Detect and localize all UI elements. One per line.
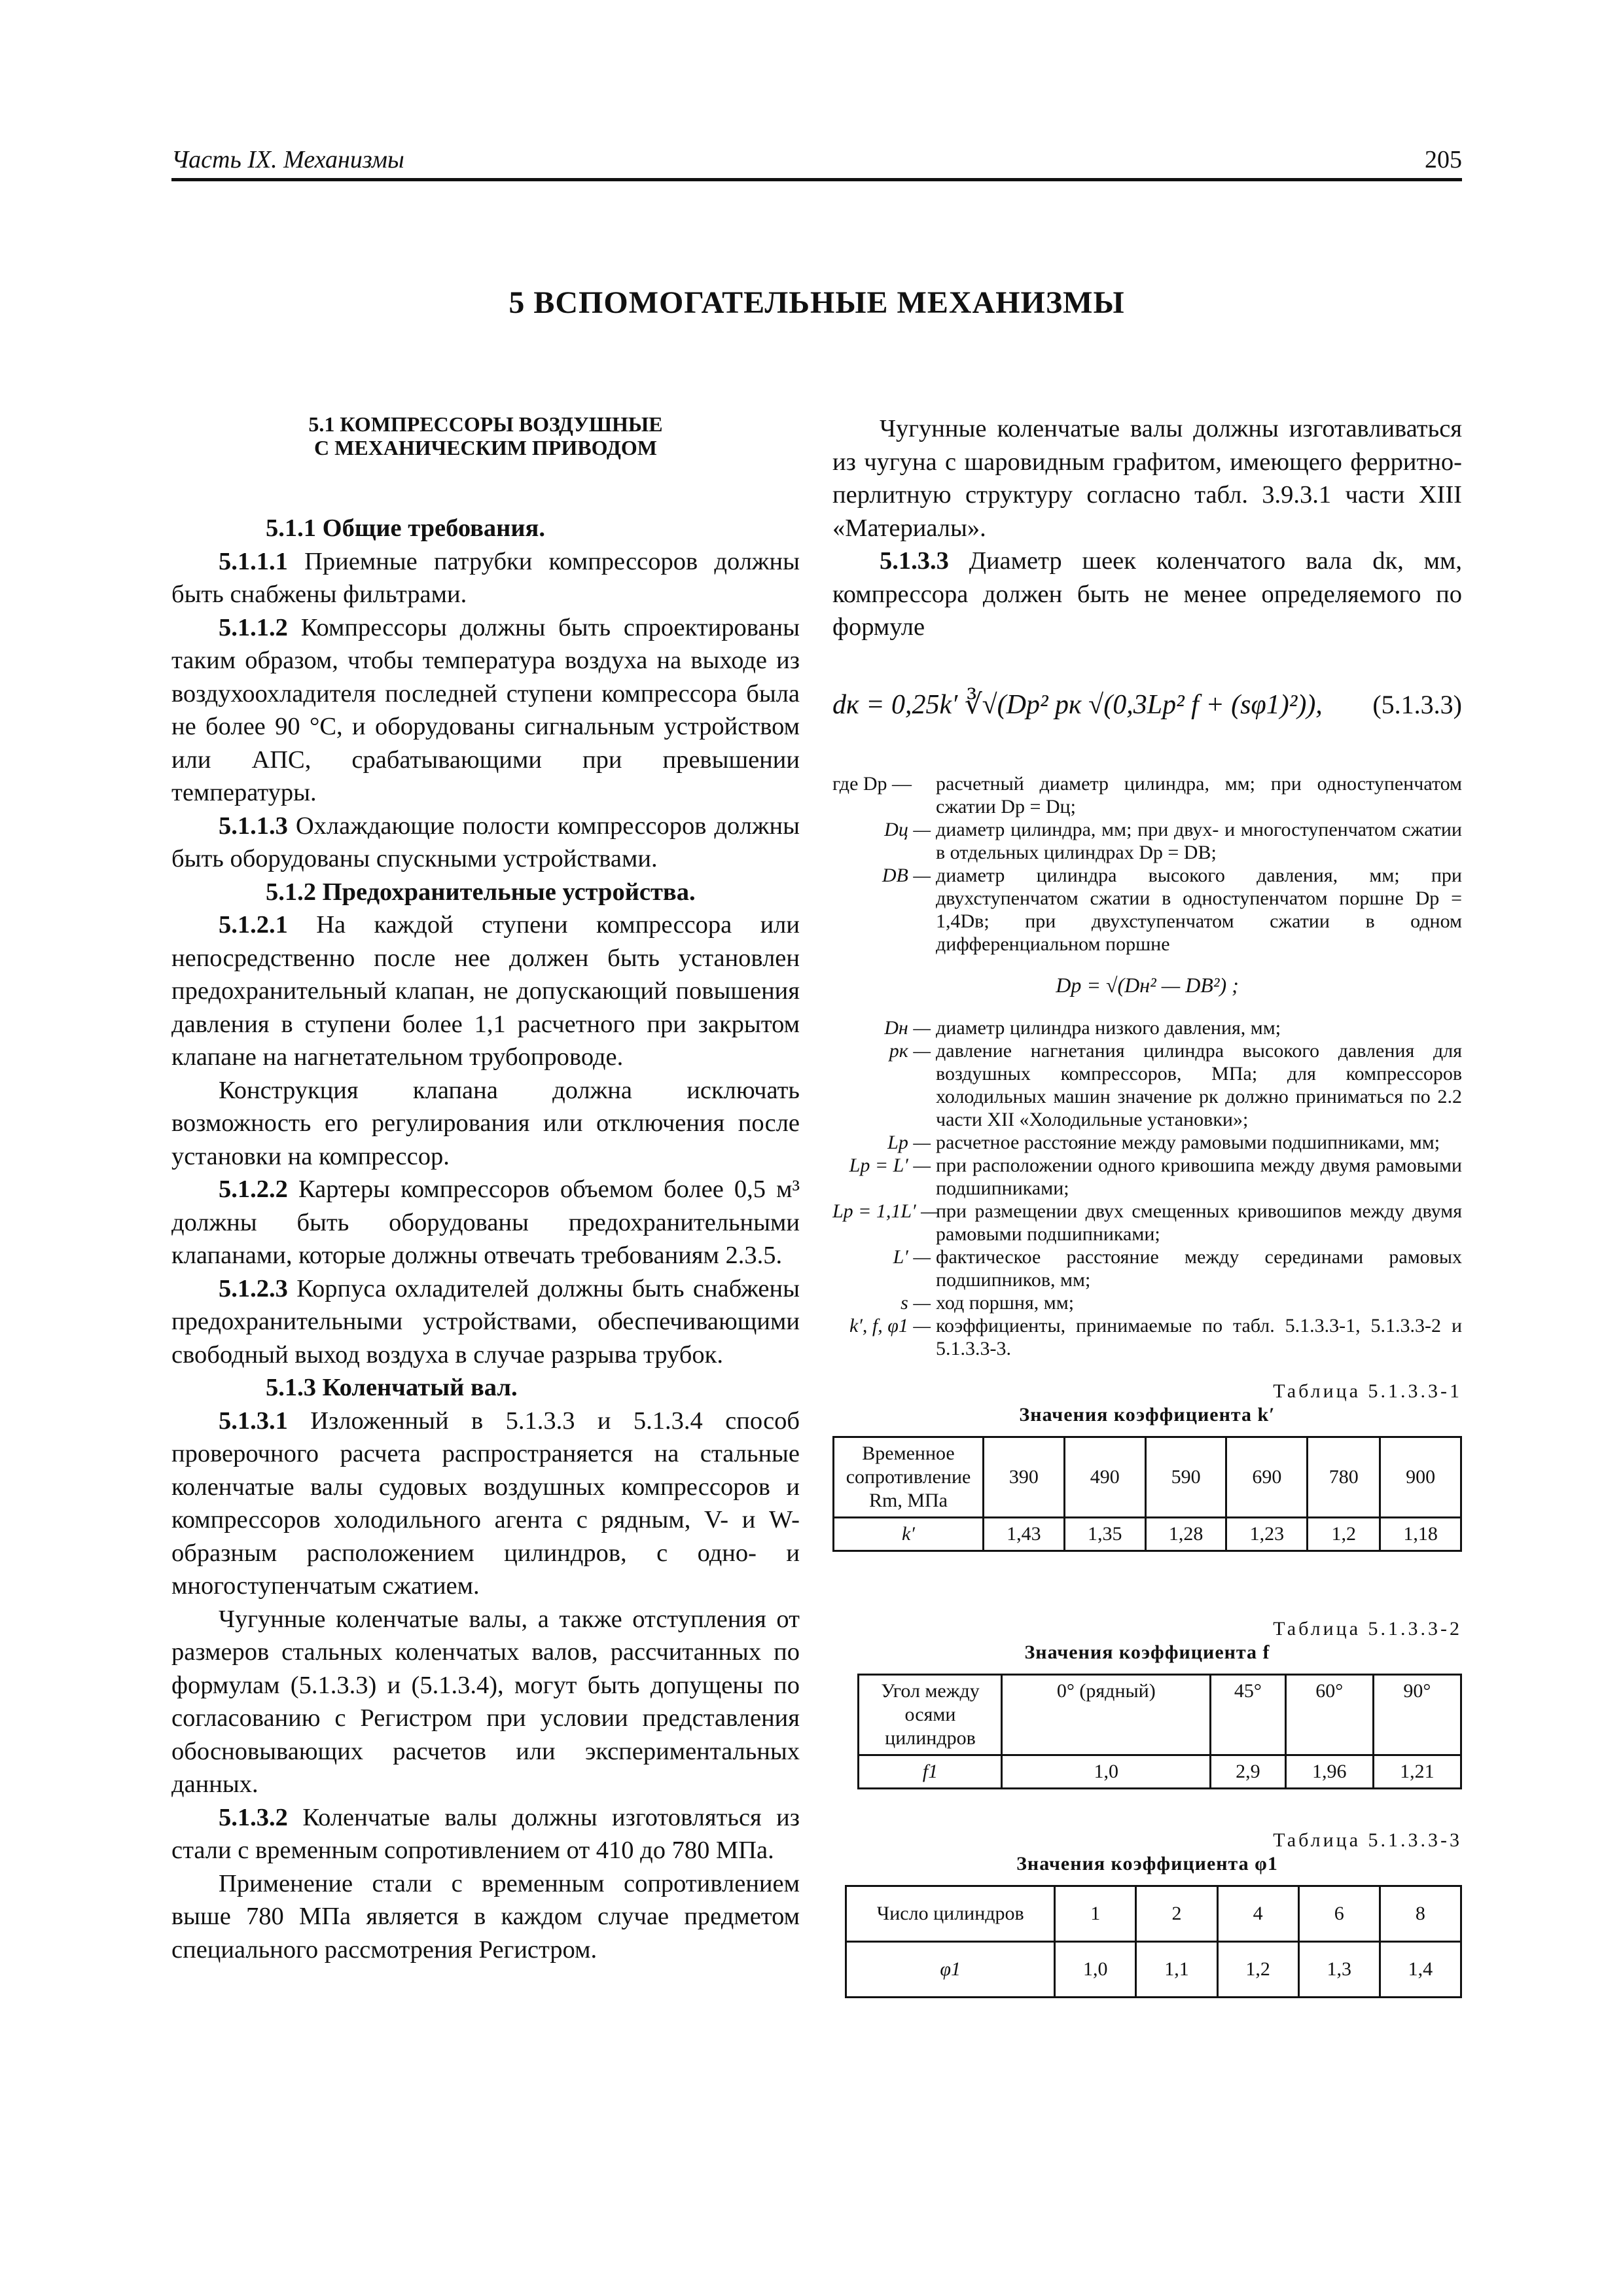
definition-row: [832, 864, 1462, 956]
paragraph: Конструкция клапана должна исключать возможность его регулирования или отключения после установки на компрессор.: [171, 1076, 800, 1170]
table-cell: 780: [1308, 1437, 1380, 1517]
table-cell: 45°: [1211, 1674, 1285, 1755]
definition-row: [832, 1291, 1462, 1314]
table-cell: 1,28: [1145, 1517, 1226, 1551]
paragraph: Чугунные коленчатые валы должны изготавливаться из чугуна с шаровидным графитом, имеющего ферритно-перлитную структуру согласно табл. 3.9.3.1 части XIII «Материалы».: [832, 415, 1462, 542]
table-row-header: Угол между осями цилиндров: [859, 1674, 1002, 1755]
clause-number: 5.1.3.3: [880, 547, 949, 575]
table-cell: 1,4: [1380, 1941, 1461, 1997]
table-cell: 6: [1298, 1886, 1380, 1941]
table-row-header: k′: [834, 1517, 984, 1551]
definition-text: расчетное расстояние между рамовыми подшипниками, мм;: [936, 1131, 1440, 1153]
table-row-header: f1: [859, 1755, 1002, 1788]
definition-symbol: pк —: [889, 1039, 931, 1062]
right-column: [832, 412, 1462, 1998]
table-cell: 4: [1217, 1886, 1298, 1941]
formula-expression: dк = 0,25k′ ∛√(Dр² pк √(0,3Lр² f + (sφ1)²)),: [832, 689, 1323, 720]
table-cell: 1,3: [1298, 1941, 1380, 1997]
definition-text: фактическое расстояние между серединами рамовых подшипников, мм;: [936, 1246, 1462, 1291]
definition-text: диаметр цилиндра высокого давления, мм; при двухступенчатом сжатии в одноступенчатом поршне Dр = 1,4Dв; при двухступенчатом сжатии в одном дифференциальном поршне: [936, 864, 1462, 955]
clause-number: 5.1.1.3: [219, 812, 288, 840]
definition-symbol: Lр = 1,1L′ —: [832, 1200, 938, 1222]
table-cell: 2: [1136, 1886, 1217, 1941]
paragraph-text: Охлаждающие полости компрессоров должны быть оборудованы спускными устройствами.: [171, 812, 800, 872]
section-title-line-2: С МЕХАНИЧЕСКИМ ПРИВОДОМ: [314, 436, 657, 459]
definition-text: диаметр цилиндра, мм; при двух- и многоступенчатом сжатии в отдельных цилиндрах Dр = DВ;: [936, 818, 1462, 863]
table-row-header: Число цилиндров: [846, 1886, 1055, 1941]
definition-symbol: L′ —: [893, 1246, 931, 1268]
table-title: Значения коэффициента f: [1024, 1641, 1270, 1663]
running-header-title: Часть IX. Механизмы: [171, 146, 404, 173]
table-cell: 8: [1380, 1886, 1461, 1941]
definition-row: [832, 1246, 1462, 1291]
definition-text: ход поршня, мм;: [936, 1291, 1075, 1314]
running-header: [171, 145, 1462, 178]
table-cell: 2,9: [1211, 1755, 1285, 1788]
paragraph: [171, 1405, 800, 1603]
clause-number: 5.1.3.2: [219, 1803, 288, 1831]
table-cell: 1,0: [1002, 1755, 1211, 1788]
chapter-title: 5 ВСПОМОГАТЕЛЬНЫЕ МЕХАНИЗМЫ: [508, 285, 1125, 320]
definition-symbol: Dц —: [884, 818, 931, 840]
paragraph-text: Коленчатые валы должны изготовляться из стали с временным сопротивлением от 410 до 780 МПа.: [171, 1803, 800, 1864]
clause-number: 5.1.1.1: [219, 547, 288, 575]
definition-symbol: k′, f, φ1 —: [849, 1314, 931, 1336]
definition-text: при размещении двух смещенных кривошипов между двумя рамовыми подшипниками;: [936, 1200, 1462, 1245]
table-caption: Таблица 5.1.3.3-3: [1273, 1829, 1462, 1851]
table-row: [846, 1941, 1461, 1997]
table-row: [834, 1437, 1461, 1517]
subsection-heading: 5.1.1 Общие требования.: [266, 514, 545, 542]
paragraph: [171, 908, 800, 1074]
table-row: [834, 1517, 1461, 1551]
table-cell: 590: [1145, 1437, 1226, 1517]
coefficient-f-table: [857, 1674, 1462, 1789]
table-cell: 900: [1380, 1437, 1461, 1517]
paragraph-text: Диаметр шеек коленчатого вала dк, мм, компрессора должен быть не менее определяемого по формуле: [832, 547, 1463, 641]
paragraph: [171, 810, 800, 876]
table-cell: 1,23: [1226, 1517, 1308, 1551]
definition-row: [832, 1154, 1462, 1200]
paragraph-text: На каждой ступени компрессора или непосредственно после нее должен быть установлен предохранительный клапан, не допускающий повышения давления в ступени более 1,1 расчетного при закрытом клапане на нагнетательном трубопроводе.: [171, 911, 800, 1071]
spacer: [832, 1789, 1462, 1829]
paragraph: [171, 1272, 800, 1372]
paragraph: Чугунные коленчатые валы, а также отступления от размеров стальных коленчатых валов, рассчитанных по формулам (5.1.3.3) и (5.1.3.4), могут быть допущены по согласованию с Регистром при условии представления обосновывающих расчетов или экспериментальных данных.: [171, 1605, 800, 1798]
table-cell: 1,96: [1285, 1755, 1373, 1788]
table-cell: 1,18: [1380, 1517, 1461, 1551]
table-cell: 1,2: [1217, 1941, 1298, 1997]
table-cell: 60°: [1285, 1674, 1373, 1755]
spacer: [832, 1552, 1462, 1617]
table-cell: 390: [984, 1437, 1065, 1517]
definition-row: [832, 772, 1462, 818]
definition-symbol: где Dр —: [832, 772, 912, 795]
table-title: Значения коэффициента k′: [1019, 1403, 1275, 1426]
clause-number: 5.1.3.1: [219, 1407, 288, 1435]
table-row: [859, 1755, 1461, 1788]
inline-formula: Dр = √(Dн² — DВ²) ;: [1056, 973, 1239, 997]
paragraph-text: Картеры компрессоров объемом более 0,5 м³ должны быть оборудованы предохранительными клапанами, которые должны отвечать требованиям 2.3.5.: [171, 1175, 800, 1269]
paragraph: [171, 545, 800, 611]
clause-number: 5.1.2.3: [219, 1274, 288, 1302]
paragraph-text: Приемные патрубки компрессоров должны быть снабжены фильтрами.: [171, 547, 800, 608]
definition-row: [832, 818, 1462, 864]
definition-row: [832, 1016, 1462, 1039]
table-cell: 0° (рядный): [1002, 1674, 1211, 1755]
header-rule: [171, 178, 1462, 181]
left-column: [171, 412, 800, 1966]
paragraph-text: Корпуса охладителей должны быть снабжены предохранительными устройствами, обеспечивающими свободный выход воздуха в случае разрыва трубок.: [171, 1274, 800, 1369]
table-cell: 1,35: [1064, 1517, 1145, 1551]
definition-text: расчетный диаметр цилиндра, мм; при одноступенчатом сжатии Dр = Dц;: [936, 772, 1462, 817]
section-title: [171, 412, 800, 459]
formula-number: (5.1.3.3): [1372, 689, 1462, 719]
definition-row: [832, 1131, 1462, 1154]
table-row: [846, 1886, 1461, 1941]
paragraph-text: Компрессоры должны быть спроектированы таким образом, чтобы температура воздуха на выходе из воздухоохладителя последней ступени компрессора была не более 90 °С, и оборудованы сигнальным устройством или АПС, срабатывающими при превышении температуры.: [171, 613, 800, 806]
table-cell: 690: [1226, 1437, 1308, 1517]
variable-definitions: [832, 772, 1462, 1360]
page-number: 205: [1425, 146, 1462, 173]
definition-symbol: DВ —: [882, 864, 931, 886]
table-title: Значения коэффициента φ1: [1016, 1852, 1278, 1874]
coefficient-k-table: [832, 1436, 1462, 1552]
definition-text: коэффициенты, принимаемые по табл. 5.1.3.3-1, 5.1.3.3-2 и 5.1.3.3-3.: [936, 1314, 1462, 1359]
table-caption: Таблица 5.1.3.3-1: [1273, 1380, 1462, 1402]
definition-symbol: s —: [901, 1291, 931, 1314]
table-cell: 1,43: [984, 1517, 1065, 1551]
table-cell: 1,0: [1055, 1941, 1136, 1997]
definition-text: диаметр цилиндра низкого давления, мм;: [936, 1016, 1281, 1039]
paragraph: [171, 1173, 800, 1272]
definition-symbol: Dн —: [884, 1016, 931, 1039]
definition-row: [832, 1039, 1462, 1131]
table-cell: 1,2: [1308, 1517, 1380, 1551]
table-cell: 1: [1055, 1886, 1136, 1941]
table-cell: 1,21: [1373, 1755, 1461, 1788]
definition-symbol: Lр = L′ —: [849, 1154, 931, 1176]
definition-row: [832, 1200, 1462, 1246]
table-cell: 490: [1064, 1437, 1145, 1517]
table-cell: 1,1: [1136, 1941, 1217, 1997]
subsection-heading: 5.1.2 Предохранительные устройства.: [266, 878, 696, 906]
clause-number: 5.1.2.1: [219, 911, 288, 939]
section-title-line-1: 5.1 КОМПРЕССОРЫ ВОЗДУШНЫЕ: [308, 412, 663, 436]
formula-block: [832, 675, 1462, 747]
clause-number: 5.1.2.2: [219, 1175, 288, 1203]
table-row: [859, 1674, 1461, 1755]
table-cell: 90°: [1373, 1674, 1461, 1755]
definition-text: давление нагнетания цилиндра высокого давления для воздушных компрессоров, МПа; для компрессоров холодильных машин значение pк должно приниматься по 2.2 части XII «Холодильные установки»;: [936, 1039, 1462, 1130]
definition-text: при расположении одного кривошипа между двумя рамовыми подшипниками;: [936, 1154, 1462, 1199]
table-row-header: Временное сопротивление Rm, МПа: [834, 1437, 984, 1517]
paragraph-text: Изложенный в 5.1.3.3 и 5.1.3.4 способ проверочного расчета распространяется на стальные коленчатые валы судовых воздушных компрессоров и компрессоров холодильного агента с рядным, V- и W-образным расположением цилиндров, с одно- и многоступенчатым сжатием.: [171, 1407, 800, 1600]
subsection-heading: 5.1.3 Коленчатый вал.: [266, 1374, 518, 1401]
paragraph: [832, 545, 1462, 644]
definition-row: [832, 1314, 1462, 1360]
definition-symbol: Lр —: [887, 1131, 931, 1153]
clause-number: 5.1.1.2: [219, 613, 288, 641]
paragraph: [171, 1801, 800, 1867]
table-row-header: φ1: [846, 1941, 1055, 1997]
table-caption: Таблица 5.1.3.3-2: [1273, 1617, 1462, 1640]
paragraph: [171, 611, 800, 810]
paragraph: Применение стали с временным сопротивлением выше 780 МПа является в каждом случае предметом специального рассмотрения Регистром.: [171, 1869, 800, 1964]
coefficient-phi-table: [845, 1885, 1462, 1998]
